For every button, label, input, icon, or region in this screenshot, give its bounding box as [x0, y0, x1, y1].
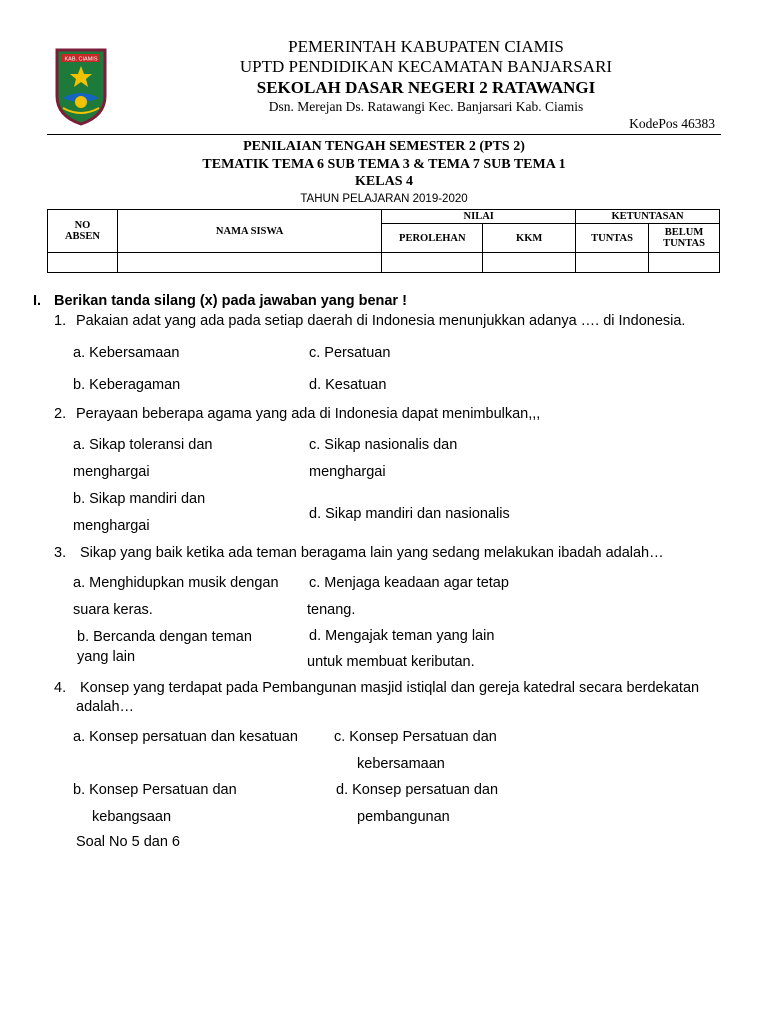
q4-option-c-cont: kebersamaan [357, 756, 445, 772]
cell-no-absen[interactable] [48, 253, 118, 273]
exam-title: PENILAIAN TENGAH SEMESTER 2 (PTS 2) [243, 139, 525, 154]
q3-option-a: a. Menghidupkan musik dengan [73, 575, 279, 591]
header-kodepos: KodePos 46383 [629, 116, 715, 131]
cell-belum-tuntas[interactable] [649, 253, 720, 273]
q2-option-a: a. Sikap toleransi dan [73, 437, 213, 453]
header-belum-tuntas: BELUM TUNTAS [649, 224, 720, 253]
q4-option-b: b. Konsep Persatuan dan [73, 782, 237, 798]
q3-text: Sikap yang baik ketika ada teman beragama lain yang sedang melakukan ibadah adalah… [80, 545, 664, 561]
q3-option-c: c. Menjaga keadaan agar tetap [309, 575, 509, 591]
header-nilai: NILAI [382, 210, 576, 224]
q3-option-a-cont: suara keras. [73, 602, 153, 618]
logo-text: KAB. CIAMIS [64, 56, 98, 63]
student-score-table [47, 209, 720, 273]
q4-option-c: c. Konsep Persatuan dan [334, 729, 497, 745]
q4-option-a: a. Konsep persatuan dan kesatuan [73, 729, 298, 745]
q2-option-a-cont: menghargai [73, 464, 150, 480]
q4-text: Konsep yang terdapat pada Pembangunan masjid istiqlal dan gereja katedral secara berdekatan [80, 680, 700, 696]
note-questions-5-6: Soal No 5 dan 6 [76, 834, 180, 850]
header-no-absen: NO ABSEN [48, 210, 118, 253]
header-kkm: KKM [483, 224, 576, 253]
q2-option-c: c. Sikap nasionalis dan [309, 437, 458, 453]
q3-option-b: b. Bercanda dengan teman [77, 629, 252, 645]
header-perolehan: PEROLEHAN [382, 224, 483, 253]
q1-option-c: c. Persatuan [309, 345, 391, 361]
q2-option-b-cont: menghargai [73, 518, 150, 534]
q1-number: 1. [54, 313, 67, 329]
header-government: PEMERINTAH KABUPATEN CIAMIS [288, 37, 564, 56]
q3-option-c-cont: tenang. [307, 602, 356, 618]
q1-option-a: a. Kebersamaan [73, 345, 180, 361]
q1-option-d: d. Kesatuan [309, 377, 387, 393]
q3-option-d: d. Mengajak teman yang lain [309, 628, 495, 644]
q2-option-c-cont: menghargai [309, 464, 386, 480]
q4-option-d: d. Konsep persatuan dan [336, 782, 499, 798]
header-ketuntasan: KETUNTASAN [576, 210, 720, 224]
exam-class: KELAS 4 [355, 174, 413, 189]
exam-theme: TEMATIK TEMA 6 SUB TEMA 3 & TEMA 7 SUB TEMA 1 [202, 157, 566, 172]
q1-option-b: b. Keberagaman [73, 377, 181, 393]
q4-text-cont: adalah… [76, 699, 135, 715]
header-uptd: UPTD PENDIDIKAN KECAMATAN BANJARSARI [239, 57, 613, 76]
q3-option-d-cont: untuk membuat keributan. [307, 654, 475, 670]
q2-text: Perayaan beberapa agama yang ada di Indonesia dapat menimbulkan,,, [76, 406, 541, 422]
cell-perolehan[interactable] [382, 253, 483, 273]
q1-text: Pakaian adat yang ada pada setiap daerah di Indonesia menunjukkan adanya …. di Indonesia. [76, 313, 686, 329]
header-nama-siswa: NAMA SISWA [117, 210, 381, 253]
section-number: I. [33, 293, 42, 309]
section-instruction: Berikan tanda silang (x) pada jawaban yang benar ! [54, 293, 407, 309]
q4-number: 4. [54, 680, 67, 696]
q4-option-d-cont: pembangunan [357, 809, 450, 825]
header-tuntas: TUNTAS [576, 224, 649, 253]
header-divider [47, 134, 721, 135]
q3-number: 3. [54, 545, 67, 561]
q4-option-b-cont: kebangsaan [92, 809, 172, 825]
exam-year: TAHUN PELAJARAN 2019-2020 [300, 193, 468, 205]
cell-tuntas[interactable] [576, 253, 649, 273]
header-school-name: SEKOLAH DASAR NEGERI 2 RATAWANGI [256, 78, 596, 97]
cell-nama-siswa[interactable] [117, 253, 381, 273]
header-address: Dsn. Merejan Ds. Ratawangi Kec. Banjarsari Kab. Ciamis [268, 99, 584, 114]
cell-kkm[interactable] [483, 253, 576, 273]
q3-option-b-cont: yang lain [77, 649, 136, 665]
q2-option-d: d. Sikap mandiri dan nasionalis [309, 506, 510, 522]
q2-option-b: b. Sikap mandiri dan [73, 491, 206, 507]
q2-number: 2. [54, 406, 67, 422]
